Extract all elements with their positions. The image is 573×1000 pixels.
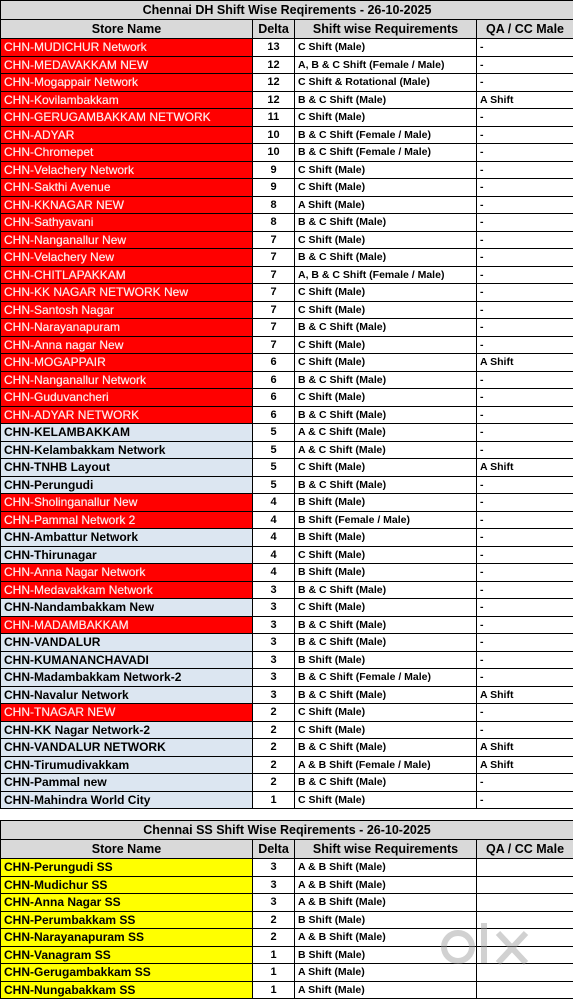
delta-cell: 3 [253,894,295,912]
qa-cc-cell: - [477,616,573,634]
shift-requirement-cell: B Shift (Male) [295,651,477,669]
store-name-cell: CHN-Velachery New [1,249,253,267]
delta-cell: 13 [253,39,295,57]
delta-cell: 5 [253,424,295,442]
dh-table-row [1,546,573,564]
qa-cc-cell: - [477,791,573,809]
shift-requirement-cell: B & C Shift (Male) [295,774,477,792]
dh-table-row [1,126,573,144]
dh-table-row [1,791,573,809]
qa-cc-cell: A Shift [477,354,573,372]
ss-table-row [1,946,573,964]
dh-table-row [1,109,573,127]
store-name-cell: CHN-Chromepet [1,144,253,162]
shift-requirement-cell: C Shift (Male) [295,39,477,57]
dh-header-delta: Delta [253,20,295,39]
qa-cc-cell: - [477,546,573,564]
delta-cell: 1 [253,946,295,964]
dh-table-row [1,721,573,739]
shift-requirement-cell: A Shift (Male) [295,981,477,999]
delta-cell: 10 [253,144,295,162]
dh-table-row [1,581,573,599]
dh-header-requirements: Shift wise Requirements [295,20,477,39]
shift-requirement-cell: A & B Shift (Male) [295,929,477,947]
store-name-cell: CHN-KKNAGAR NEW [1,196,253,214]
store-name-cell: CHN-Madambakkam Network-2 [1,669,253,687]
shift-requirement-cell: B & C Shift (Male) [295,476,477,494]
delta-cell: 7 [253,266,295,284]
store-name-cell: CHN-MOGAPPAIR [1,354,253,372]
qa-cc-cell: A Shift [477,459,573,477]
dh-table-row [1,284,573,302]
qa-cc-cell: - [477,214,573,232]
shift-requirement-cell: B Shift (Male) [295,911,477,929]
delta-cell: 12 [253,74,295,92]
ss-table-row [1,859,573,877]
qa-cc-cell [477,859,573,877]
delta-cell: 3 [253,651,295,669]
store-name-cell: CHN-Nanganallur Network [1,371,253,389]
shift-requirement-cell: C Shift (Male) [295,546,477,564]
dh-table-row [1,529,573,547]
dh-table-row [1,389,573,407]
store-name-cell: CHN-Santosh Nagar [1,301,253,319]
store-name-cell: CHN-Perumbakkam SS [1,911,253,929]
store-name-cell: CHN-Vanagram SS [1,946,253,964]
dh-table-row [1,249,573,267]
dh-table-row [1,336,573,354]
store-name-cell: CHN-Perungudi SS [1,859,253,877]
qa-cc-cell: - [477,529,573,547]
delta-cell: 4 [253,511,295,529]
ss-header-requirements: Shift wise Requirements [295,840,477,859]
dh-table-row [1,704,573,722]
qa-cc-cell: - [477,266,573,284]
delta-cell: 2 [253,929,295,947]
shift-requirement-cell: A & B Shift (Male) [295,894,477,912]
dh-table-row [1,634,573,652]
qa-cc-cell: A Shift [477,686,573,704]
dh-header-qa: QA / CC Male [477,20,573,39]
qa-cc-cell: - [477,599,573,617]
store-name-cell: CHN-Anna Nagar SS [1,894,253,912]
shift-requirement-cell: A & B Shift (Female / Male) [295,756,477,774]
store-name-cell: CHN-Nungabakkam SS [1,981,253,999]
store-name-cell: CHN-Sakthi Avenue [1,179,253,197]
ss-table-row [1,981,573,999]
qa-cc-cell: - [477,651,573,669]
delta-cell: 7 [253,336,295,354]
shift-requirement-cell: B Shift (Male) [295,494,477,512]
store-name-cell: CHN-Mudichur SS [1,876,253,894]
store-name-cell: CHN-Mahindra World City [1,791,253,809]
store-name-cell: CHN-VANDALUR [1,634,253,652]
qa-cc-cell: - [477,406,573,424]
delta-cell: 4 [253,564,295,582]
ss-header-delta: Delta [253,840,295,859]
shift-requirement-cell: C Shift (Male) [295,704,477,722]
qa-cc-cell [477,929,573,947]
shift-requirement-cell: B Shift (Male) [295,564,477,582]
qa-cc-cell: A Shift [477,756,573,774]
dh-table-row [1,424,573,442]
qa-cc-cell: - [477,721,573,739]
qa-cc-cell: - [477,231,573,249]
qa-cc-cell: - [477,336,573,354]
qa-cc-cell: - [477,441,573,459]
ss-table-row [1,894,573,912]
qa-cc-cell: - [477,476,573,494]
ss-header-store: Store Name [1,840,253,859]
qa-cc-cell [477,981,573,999]
dh-header-store: Store Name [1,20,253,39]
dh-table-row [1,494,573,512]
store-name-cell: CHN-KK NAGAR NETWORK New [1,284,253,302]
delta-cell: 4 [253,546,295,564]
qa-cc-cell: - [477,389,573,407]
ss-requirements-table [0,820,573,999]
dh-table-row [1,354,573,372]
qa-cc-cell: - [477,669,573,687]
dh-table-row [1,616,573,634]
shift-requirement-cell: B & C Shift (Female / Male) [295,669,477,687]
dh-table-row [1,39,573,57]
ss-table-row [1,876,573,894]
shift-requirement-cell: B & C Shift (Male) [295,214,477,232]
qa-cc-cell: - [477,301,573,319]
delta-cell: 5 [253,476,295,494]
delta-cell: 2 [253,774,295,792]
shift-requirement-cell: B Shift (Male) [295,529,477,547]
delta-cell: 9 [253,161,295,179]
shift-requirement-cell: B & C Shift (Male) [295,319,477,337]
qa-cc-cell: - [477,371,573,389]
ss-table-row [1,929,573,947]
dh-table-row [1,669,573,687]
ss-table-row [1,911,573,929]
shift-requirement-cell: A Shift (Male) [295,964,477,982]
delta-cell: 1 [253,791,295,809]
dh-table-row [1,686,573,704]
ss-table-row [1,964,573,982]
dh-table-row [1,319,573,337]
shift-requirement-cell: C Shift (Male) [295,459,477,477]
store-name-cell: CHN-Ambattur Network [1,529,253,547]
ss-table-body [1,859,573,999]
shift-requirement-cell: C Shift (Male) [295,284,477,302]
qa-cc-cell: - [477,581,573,599]
store-name-cell: CHN-VANDALUR NETWORK [1,739,253,757]
store-name-cell: CHN-Sathyavani [1,214,253,232]
delta-cell: 6 [253,371,295,389]
qa-cc-cell: - [477,634,573,652]
store-name-cell: CHN-MUDICHUR Network [1,39,253,57]
delta-cell: 7 [253,301,295,319]
shift-requirement-cell: B & C Shift (Male) [295,581,477,599]
delta-cell: 2 [253,756,295,774]
dh-table-row [1,371,573,389]
dh-table-row [1,301,573,319]
qa-cc-cell: - [477,161,573,179]
qa-cc-cell [477,876,573,894]
shift-requirement-cell: C Shift (Male) [295,336,477,354]
shift-requirement-cell: C Shift (Male) [295,389,477,407]
shift-requirement-cell: B & C Shift (Male) [295,249,477,267]
shift-requirement-cell: A Shift (Male) [295,196,477,214]
qa-cc-cell: A Shift [477,91,573,109]
store-name-cell: CHN-Sholinganallur New [1,494,253,512]
qa-cc-cell: - [477,319,573,337]
ss-header-qa: QA / CC Male [477,840,573,859]
delta-cell: 3 [253,859,295,877]
store-name-cell: CHN-Nanganallur New [1,231,253,249]
delta-cell: 2 [253,739,295,757]
shift-requirement-cell: B & C Shift (Male) [295,91,477,109]
delta-cell: 7 [253,249,295,267]
delta-cell: 6 [253,406,295,424]
store-name-cell: CHN-TNHB Layout [1,459,253,477]
qa-cc-cell: - [477,39,573,57]
qa-cc-cell: - [477,179,573,197]
qa-cc-cell: - [477,511,573,529]
store-name-cell: CHN-ADYAR [1,126,253,144]
store-name-cell: CHN-Anna nagar New [1,336,253,354]
delta-cell: 4 [253,494,295,512]
shift-requirement-cell: C Shift (Male) [295,354,477,372]
dh-table-row [1,739,573,757]
shift-requirement-cell: A, B & C Shift (Female / Male) [295,266,477,284]
qa-cc-cell: - [477,494,573,512]
shift-requirement-cell: C Shift (Male) [295,599,477,617]
shift-requirement-cell: B & C Shift (Male) [295,739,477,757]
shift-requirement-cell: B & C Shift (Male) [295,686,477,704]
shift-requirement-cell: C Shift (Male) [295,231,477,249]
delta-cell: 1 [253,981,295,999]
store-name-cell: CHN-Mogappair Network [1,74,253,92]
dh-table-row [1,91,573,109]
shift-requirement-cell: C Shift (Male) [295,721,477,739]
qa-cc-cell [477,894,573,912]
dh-table-row [1,476,573,494]
store-name-cell: CHN-KK Nagar Network-2 [1,721,253,739]
delta-cell: 7 [253,231,295,249]
delta-cell: 2 [253,911,295,929]
shift-requirement-cell: B & C Shift (Male) [295,616,477,634]
qa-cc-cell: - [477,109,573,127]
dh-table-row [1,511,573,529]
dh-table-title: Chennai DH Shift Wise Reqirements - 26-10-2025 [1,1,573,20]
store-name-cell: CHN-Kovilambakkam [1,91,253,109]
dh-table-row [1,231,573,249]
delta-cell: 1 [253,964,295,982]
qa-cc-cell [477,946,573,964]
qa-cc-cell: - [477,424,573,442]
shift-requirement-cell: C Shift (Male) [295,301,477,319]
shift-requirement-cell: C Shift (Male) [295,109,477,127]
dh-table-row [1,599,573,617]
store-name-cell: CHN-MEDAVAKKAM NEW [1,56,253,74]
store-name-cell: CHN-Medavakkam Network [1,581,253,599]
qa-cc-cell: - [477,56,573,74]
store-name-cell: CHN-Gerugambakkam SS [1,964,253,982]
qa-cc-cell: - [477,564,573,582]
qa-cc-cell: - [477,74,573,92]
dh-table-row [1,564,573,582]
delta-cell: 3 [253,686,295,704]
dh-table-row [1,774,573,792]
qa-cc-cell: - [477,126,573,144]
store-name-cell: CHN-KELAMBAKKAM [1,424,253,442]
delta-cell: 3 [253,599,295,617]
delta-cell: 3 [253,876,295,894]
dh-table-row [1,651,573,669]
store-name-cell: CHN-Navalur Network [1,686,253,704]
delta-cell: 2 [253,721,295,739]
shift-requirement-cell: B & C Shift (Male) [295,634,477,652]
delta-cell: 8 [253,196,295,214]
store-name-cell: CHN-Nandambakkam New [1,599,253,617]
delta-cell: 12 [253,91,295,109]
store-name-cell: CHN-Velachery Network [1,161,253,179]
shift-requirement-cell: C Shift & Rotational (Male) [295,74,477,92]
delta-cell: 12 [253,56,295,74]
store-name-cell: CHN-Narayanapuram [1,319,253,337]
shift-requirement-cell: B & C Shift (Male) [295,371,477,389]
dh-table-row [1,144,573,162]
store-name-cell: CHN-Guduvancheri [1,389,253,407]
shift-requirement-cell: B & C Shift (Female / Male) [295,126,477,144]
shift-requirement-cell: A & C Shift (Male) [295,424,477,442]
dh-table-row [1,179,573,197]
qa-cc-cell: - [477,284,573,302]
shift-requirement-cell: C Shift (Male) [295,179,477,197]
dh-table-row [1,196,573,214]
dh-table-row [1,161,573,179]
shift-requirement-cell: B Shift (Male) [295,946,477,964]
store-name-cell: CHN-TNAGAR NEW [1,704,253,722]
delta-cell: 5 [253,441,295,459]
qa-cc-cell [477,964,573,982]
qa-cc-cell: - [477,144,573,162]
dh-table-row [1,459,573,477]
delta-cell: 6 [253,389,295,407]
store-name-cell: CHN-Pammal new [1,774,253,792]
store-name-cell: CHN-Kelambakkam Network [1,441,253,459]
store-name-cell: CHN-CHITLAPAKKAM [1,266,253,284]
delta-cell: 5 [253,459,295,477]
delta-cell: 3 [253,669,295,687]
store-name-cell: CHN-KUMANANCHAVADI [1,651,253,669]
dh-table-row [1,266,573,284]
shift-requirement-cell: C Shift (Male) [295,791,477,809]
dh-table-row [1,406,573,424]
dh-table-row [1,756,573,774]
shift-requirement-cell: A & B Shift (Male) [295,876,477,894]
qa-cc-cell: - [477,774,573,792]
qa-cc-cell: - [477,249,573,267]
store-name-cell: CHN-Tirumudivakkam [1,756,253,774]
shift-requirement-cell: B & C Shift (Female / Male) [295,144,477,162]
store-name-cell: CHN-Narayanapuram SS [1,929,253,947]
store-name-cell: CHN-Pammal Network 2 [1,511,253,529]
shift-requirement-cell: A & C Shift (Male) [295,441,477,459]
delta-cell: 7 [253,284,295,302]
delta-cell: 7 [253,319,295,337]
qa-cc-cell: A Shift [477,739,573,757]
dh-table-body [1,39,573,809]
delta-cell: 4 [253,529,295,547]
qa-cc-cell: - [477,704,573,722]
store-name-cell: CHN-Anna Nagar Network [1,564,253,582]
shift-requirement-cell: B & C Shift (Male) [295,406,477,424]
delta-cell: 2 [253,704,295,722]
shift-requirement-cell: A, B & C Shift (Female / Male) [295,56,477,74]
delta-cell: 3 [253,581,295,599]
store-name-cell: CHN-Thirunagar [1,546,253,564]
delta-cell: 3 [253,634,295,652]
delta-cell: 6 [253,354,295,372]
delta-cell: 3 [253,616,295,634]
store-name-cell: CHN-Perungudi [1,476,253,494]
delta-cell: 10 [253,126,295,144]
ss-table-title: Chennai SS Shift Wise Reqirements - 26-10-2025 [1,821,573,840]
dh-table-row [1,56,573,74]
store-name-cell: CHN-MADAMBAKKAM [1,616,253,634]
dh-table-row [1,74,573,92]
qa-cc-cell: - [477,196,573,214]
delta-cell: 8 [253,214,295,232]
dh-table-row [1,441,573,459]
shift-requirement-cell: A & B Shift (Male) [295,859,477,877]
qa-cc-cell [477,911,573,929]
store-name-cell: CHN-GERUGAMBAKKAM NETWORK [1,109,253,127]
shift-requirement-cell: B Shift (Female / Male) [295,511,477,529]
delta-cell: 9 [253,179,295,197]
store-name-cell: CHN-ADYAR NETWORK [1,406,253,424]
shift-requirement-cell: C Shift (Male) [295,161,477,179]
delta-cell: 11 [253,109,295,127]
dh-table-row [1,214,573,232]
